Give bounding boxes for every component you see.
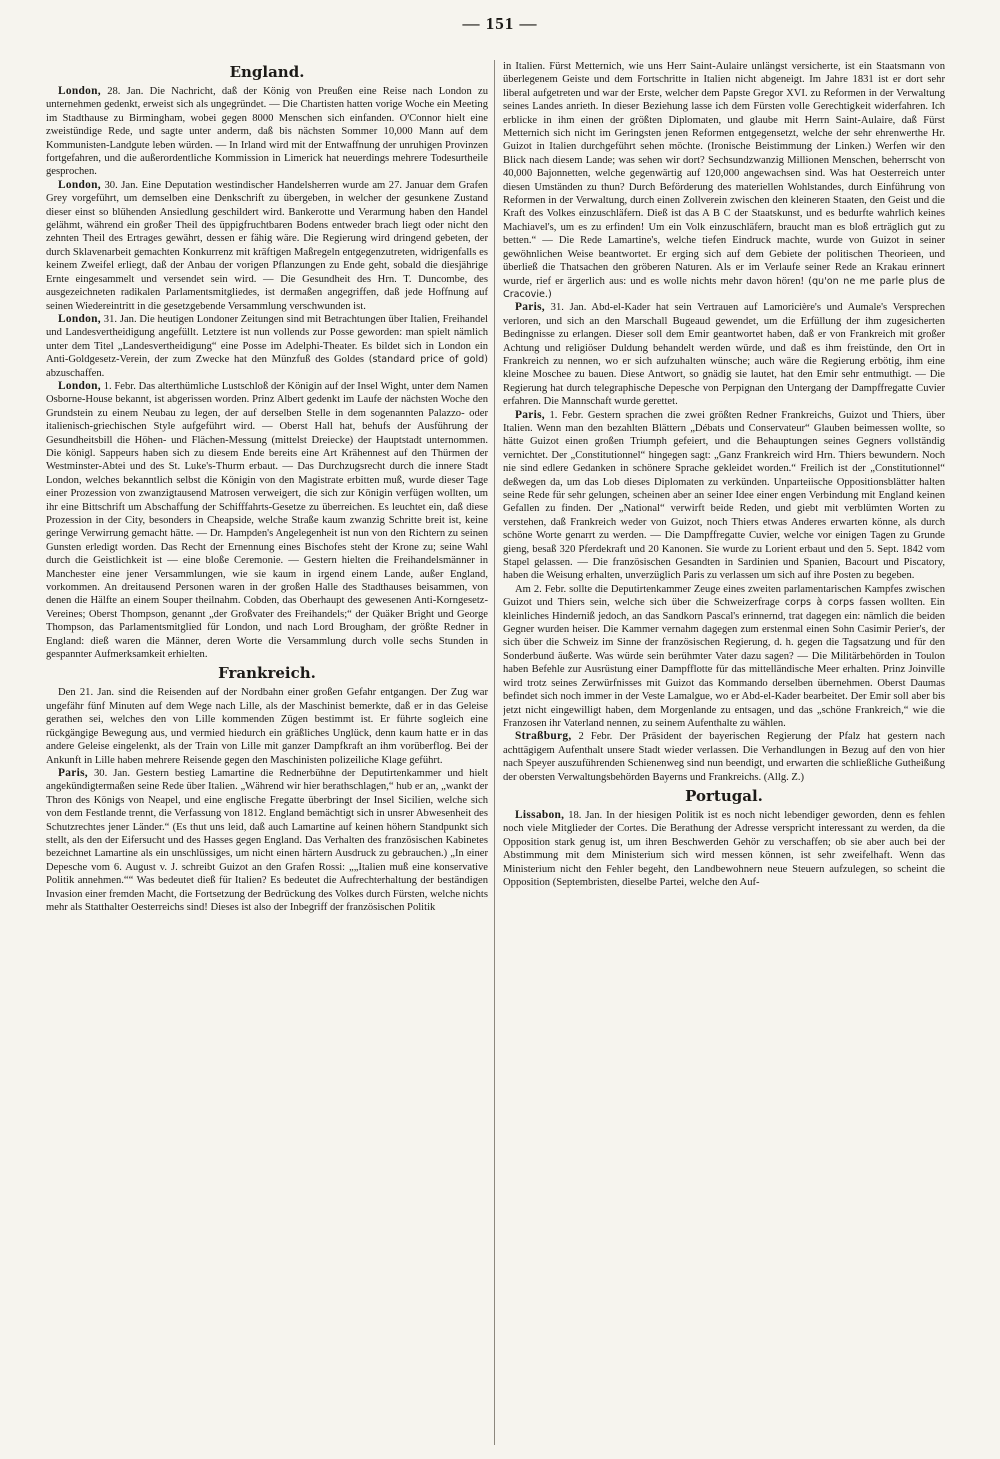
- dateline: London,: [58, 85, 101, 97]
- paragraph-text: 28. Jan. Die Nachricht, daß der König von Preußen eine Reise nach London zu unternehmen gedenkt, erweist sich als ungegründet. — Die Chartisten hatten vorige Woche ein Meeting im Stadthause zu Birmingham, wobei gegen 8000 Menschen sich einfanden. O'Connor hielt eine zweistündige Rede, und sagte unter anderm, daß bis nächsten Sommer 10,000 Mann auf dem Kommunisten-Landgute leben würden. — In Irland wird mit der Entwaffnung der unruhigen Provinzen fortgefahren, und die außerordentliche Kommission in Limerick hat neuerdings mehrere Todesurtheile gesprochen.: [46, 86, 488, 178]
- paragraph-text-tail: fassen wollten. Ein kleinliches Hinderniß jedoch, an das Sandkorn Pascal's erinnernd, trat dagegen ein: nämlich die beiden Gegner wurden heiser. Die Kammer vernahm dagegen zum erstenmal einen Sohn Casimir Perier's, der sich über die Schweiz im Sinne der französischen Regierung, d. h. gegen die Tagsatzung und für den Sonderbund äußerte. Was würde sein berühmter Vater dazu sagen? — Die Militärbehörden in Toulon haben Befehle zur Ausrüstung einer Dampfflotte für das mittelländische Meer erhalten. Prinz Joinville wird trotz seines Zerwürfnisses mit Guizot das Kommando derselben übernehmen. Oberst Daumas befindet sich noch immer in der Veste Lamalgue, wo er Abd-el-Kader bearbeitet. Der Emir soll aber bis jetzt nicht eingewilligt haben, dem Morgenlande zu entsagen, und das „schöne Frankreich,“ wie die Franzosen ihr Vaterland nennen, zu seinem Aufenthalte zu wählen.: [503, 597, 945, 729]
- article-paragraph: [503, 730, 945, 784]
- paragraph-text: 2 Febr. Der Präsident der bayerischen Regierung der Pfalz hat gestern nach achttägigem Aufenthalt unsere Stadt wieder verlassen. Die Verhandlungen in Bezug auf den von hier nach Speyer auszuführenden Schienenweg sind nun beendigt, und erwarten die schließliche Gutheißung der obersten Verwaltungsbehörden Bayerns und Frankreichs. (Allg. Z.): [503, 731, 945, 783]
- paragraph-text: 1. Febr. Das alterthümliche Lustschloß der Königin auf der Insel Wight, unter dem Namen Osborne-House bekannt, ist abgerissen worden. Prinz Albert gedenkt im Laufe der nächsten Woche den Grundstein zu einem Neubau zu legen, der auf derselben Stelle in dem sogenannten Palazzo- oder italienisch-griechischen Style aufgeführt wird. — Oberst Hall hat, behufs der Ausführung der Gesundheitsbill die Höhen- und Flächen-Messung (mittelst Dreiecke) der Hauptstadt unternommen. Die königl. Sappeurs haben sich zu diesem Ende bereits eine Art Krähennest auf den Thürmen der Westminster-Abtei und des St. Luke's-Thurm erbaut. — Das Durchzugsrecht durch die innere Stadt London, welches bekanntlich selbst die Königin von den Magistrate erbitten muß, wurde dieser Tage einer Prozession von zwanzigtausend Matrosen verweigert, die sich zur Königin verfügen wollten, um ihr eine Bittschrift um Abschaffung der Schifffahrts-Gesetze zu überreichen. Es leuchtet ein, daß diese Prozession in der City, besonders in Cheapside, welche Straße kaum zwanzig Schritte breit ist, keine geringe Verwirrung gemacht hätte. — Dr. Hampden's Angelegenheit ist nun von den Richtern zu seinen Gunsten erledigt worden. Das Recht der Ernennung eines Bischofes steht der Krone zu; seine Wahl durch die Geistlichkeit ist — eine bloße Ceremonie. — Gestern hielten die Freihandelsmänner in Manchester eine jener Versammlungen, wie sie kaum in irgend einem Lande, außer England, vorkommen. An dreitausend Personen waren in der großen Halle des Stadthauses beisammen, von denen die Hälfte an einem Souper theilnahm. Cobden, das Oberhaupt des gewesenen Anti-Korngesetz-Vereines; Oberst Thompson, genannt „der Großvater des Freihandels;“ der Quäker Bright und George Thompson, das Parlamentsmitglied für London, und nach Lord Brougham, der größte Redner in England: dieß waren die Männer, deren Worte die Versammlung durch volle sechs Stunden in gespannter Aufmerksamkeit erhielten.: [46, 380, 488, 661]
- antiqua-phrase: (standard price of gold): [368, 354, 488, 366]
- article-paragraph: [503, 583, 945, 730]
- article-paragraph: [46, 313, 488, 380]
- article-paragraph: [46, 686, 488, 766]
- section-heading: England.: [229, 63, 305, 81]
- paragraph-text: Den 21. Jan. sind die Reisenden auf der Nordbahn einer großen Gefahr entgangen. Der Zug war ungefähr fünf Minuten auf dem Wege nach Lille, als der Maschinist bemerkte, daß er in das Geleise gerathen sei, welches den von Lille kommenden Zügen bestimmt ist. Er führte sogleich eine rückgängige Bewegung aus, und vermied hiedurch ein gräßliches Unglück, denn kaum hatte er in das andere Geleise eingelenkt, als der Train von Lille mit ganzer Dampfkraft an ihm vorüberflog. Bei der Ankunft in Lille haben mehrere Reisende gegen den Maschinisten polizeiliche Klage geführt.: [46, 687, 488, 766]
- dateline: London,: [58, 379, 101, 392]
- page-number: — 151 —: [462, 14, 538, 33]
- right-column: [503, 60, 945, 1445]
- dateline: London,: [58, 178, 101, 191]
- dateline: Paris,: [515, 408, 545, 421]
- section-heading: Frankreich.: [218, 664, 316, 683]
- paragraph-text: Am 2. Febr. sollte die Deputirtenkammer Zeuge eines zweiten parlamentarischen Kampfes zwischen Guizot und Thiers sein, welche sich über die Schweizerfrage: [503, 583, 945, 609]
- paragraph-text: 18. Jan. In der hiesigen Politik ist es noch nicht lebendiger geworden, denn es fehlen noch viele Mitglieder der Cortes. Die Berathung der Adresse verspricht interessant zu werden, da die Opposition stark genug ist, um ihren Beschwerden Gehör zu verschaffen; ob sie aber auch bei der Abstimmung mit dem Ministerium sich wird messen können, ist sehr zweifelhaft. Wenn das Ministerium nicht den Fehler begeht, den Landbewohnern neue Steuern aufzulegen, so scheint die Opposition (Septembristen, dieselbe Partei, welche den Auf-: [503, 809, 945, 888]
- left-column: [46, 60, 488, 1445]
- article-paragraph: [503, 60, 945, 301]
- dateline: Straßburg,: [515, 730, 572, 743]
- dateline: Paris,: [515, 301, 545, 314]
- article-paragraph: [46, 179, 488, 313]
- article-paragraph: [46, 85, 488, 179]
- paragraph-text: 30. Jan. Gestern bestieg Lamartine die Rednerbühne der Deputirtenkammer und hielt angekündigtermaßen seine Rede über Italien. „Während wir hier berathschlagen,“ hub er an, „wankt der Thron des Königs von Neapel, und eine englische Fregatte überbringt der Insel Sicilien, welche sich von dem Festlande trennt, die Verfassung von 1812. England bemächtigt sich in unsrer Abwesenheit des Schutzrechtes jener Länder.“ (Es thut uns leid, daß auch Lamartine auf keinen höhern Standpunkt sich stellt, als den der Eifersucht und des Hasses gegen England. Das Verhalten des französischen Kabinetes bezeichnet Lamartine als ein unschlüssiges, um nicht einen härtern Ausdruck zu gebrauchen.) „In einer Depesche vom 6. August v. J. schreibt Guizot an den Grafen Rossi: „„Italien muß eine konservative Politik annehmen.““ Was bedeutet dieß für Italien? Es bedeutet die Aufrechterhaltung der beständigen Invasion einer fremden Macht, die Fortsetzung der Bedrückung des Volkes durch Fürsten, welche nichts mehr als Statthalter Oesterreichs sind! Dieses ist also der Inbegriff der französischen Politik: [46, 767, 488, 913]
- section-heading: Portugal.: [685, 786, 763, 805]
- antiqua-phrase: (qu'on ne me parle plus de Cracovie.): [503, 275, 945, 300]
- paragraph-text: 1. Febr. Gestern sprachen die zwei größten Redner Frankreichs, Guizot und Thiers, über Italien. Wenn man den bezahlten Blättern „Débats und Conservateur“ Glauben beimessen wollte, so hätte Guizot einen großen Triumph gefeiert, und die Behauptungen seines Gegners vollständig vernichtet. Der „Constitutionnel“ hingegen sagt: „Ganz Frankreich wird Hrn. Thiers bewundern. Noch nie sind edlere Gedanken in schönere Sprache gekleidet worden.“ Freilich ist der „Constitutionnel“ deßwegen da, um das Lob dieses Diplomaten zu verkünden. Unparteiische Oppositionsblätter halten seine Rede für sehr gelungen, scheinen aber an seiner Idee einer engen Verbindung mit England keinen Gefallen zu finden. Der „National“ verwirft beide Reden, und giebt mit verblümten Worten zu verstehen, daß Frankreich weder von Guizot, noch Thiers etwas Anderes erwarten könne, als durch schöne Worte genarrt zu werden. — Die Dampffregatte Cuvier, welche vor einigen Tagen zu Grunde gieng, besaß 320 Pferdekraft und 20 Kanonen. Sie wurde zu Lorient erbaut und den 5. Sept. 1842 vom Stapel gelassen. — Die französischen Gesandten in Sardinien und Spanien, Bacourt und Piscatory, haben die Weisung erhalten, unverzüglich Paris zu verlassen um sich auf ihre Posten zu begeben.: [503, 409, 945, 582]
- article-paragraph: [503, 301, 945, 408]
- paragraph-text: 31. Jan. Abd-el-Kader hat sein Vertrauen auf Lamoricière's und Aumale's Versprechen verloren, und sich an den Marschall Bugeaud gewendet, um die Erfüllung der ihm zugesicherten Bedingnisse zu erlangen. Dieser soll dem Emir geantwortet haben, daß er von Frankreich mit großer Achtung und religiöser Duldung behandelt werden würde, und daß es ihm freistünde, den Ort in Frankreich zu nennen, wo er sich aufzuhalten wünsche; auch wäre die Regierung erbötig, ihm eine kleine Moschee zu bauen. Diese Antwort, so gnädig sie lautet, hat den Emir sehr entmuthigt. — Die Regierung hat durch telegraphische Depesche von Perpignan den Untergang der Dampffregatte Cuvier erfahren. Die Mannschaft wurde gerettet.: [503, 302, 945, 408]
- dateline: Paris,: [58, 766, 88, 779]
- paragraph-text: in Italien. Fürst Metternich, wie uns Herr Saint-Aulaire unlängst versicherte, ist ein Staatsmann von überlegenem Geiste und dem Fortschritte in Italien nicht abgeneigt. Im Jahre 1831 ist er dort sehr liberal aufgetreten und war der Erste, welcher dem Papste Gregor XVI. zu Reformen in der Verwaltung seines Landes anrieth. In dieser Beziehung lasse ich dem Fürsten volle Gerechtigkeit widerfahren. Ich erblicke in ihm einen der größten Diplomaten, und glaube mit Herrn Saint-Aulaire, daß Fürst Metternich sich nicht im Geringsten jenen Reformen entgegensetzt, welche der sehr ehrenwerthe Hr. Guizot in Italien durchgeführt sehen möchte. (Ironische Beistimmung der Linken.) Werfen wir den Blick nach diesem Lande; was sehen wir dort? Sechsundzwanzig Millionen Menschen, beherrscht von 40,000 Bajonnetten, welche gegenwärtig auf 120,000 angewachsen sind. Was hat Oesterreich unter diesen Umständen zu thun? Durch Beförderung des materiellen Wohlstandes, durch Einführung von Reformen in der Verwaltung, durch einen Zollverein zwischen den kleineren Staaten, den Geist und die Kraft des Volkes einzuschläfern. Dieß ist das A B C der Staatskunst, und es bedurfte wahrlich keines Machiavel's, um es zu erfinden! Um ein Volk einzuschläfern, braucht man es bloß erträglich gut zu betten.“ — Die Rede Lamartine's, welche tiefen Eindruck machte, wurde von Guizot in seiner gewöhnlichen Weise beantwortet. Er erging sich auf dem Gebiete der politischen Theorieen, und überließ die Thatsachen den gröberen Naturen. Als er im Verlaufe seiner Rede an Krakau erinnert wurde, rief er ärgerlich aus: und es wolle nichts mehr davon hören!: [503, 61, 945, 287]
- article-paragraph: [503, 409, 945, 583]
- antiqua-phrase: corps à corps: [784, 597, 855, 609]
- paragraph-text: 31. Jan. Die heutigen Londoner Zeitungen sind mit Betrachtungen über Italien, Freihandel und Landesvertheidigung angefüllt. Letztere ist nun vollends zur Posse geworden: man spielt nämlich unter dem Titel „Landesvertheidigung“ eine Posse im Adelphi-Theater. Es bildet sich in London ein Anti-Goldgesetz-Verein, der zum Zwecke hat den Münzfuß des Goldes: [46, 313, 488, 366]
- paragraph-text-tail: abzuschaffen.: [46, 367, 105, 379]
- dateline: London,: [58, 312, 101, 325]
- article-paragraph: [46, 767, 488, 914]
- paragraph-text: 30. Jan. Eine Deputation westindischer Handelsherren wurde am 27. Januar dem Grafen Grey vorgeführt, um demselben eine Denkschrift zu übergeben, in welcher der gesunkene Zustand dieser einst so blühenden Ansiedlung geschildert wird. Bankerotte und Verarmung haben den Handel gelähmt, während ein großer Theil des üppigfruchtbaren Bodens entweder brach liegt oder nicht den zehnten Theil des Ertrages gewährt, dessen er fähig wäre. Die Regierung wird dringend gebeten, der durch Sklavenarbeit gemachten Konkurrenz mit kräftigen Maßregeln entgegenzutreten, widrigenfalls es keinem Zweifel erliegt, daß der Anbau der vorigen Pflanzungen zu Ende geht, sobald die diesjährige Ernte eingesammelt und versendet sein wird. — Die Gesundheit des Hrn. T. Duncombe, des ausgezeichneten radikalen Parlamentsmitgliedes, ist dermaßen angegriffen, daß jede Hoffnung auf seinen Wiedereintritt in die gesetzgebende Versammlung verschwunden ist.: [46, 179, 488, 312]
- article-paragraph: [503, 809, 945, 889]
- column-rule: [494, 60, 495, 1445]
- dateline: Lissabon,: [515, 808, 565, 821]
- article-paragraph: [46, 380, 488, 662]
